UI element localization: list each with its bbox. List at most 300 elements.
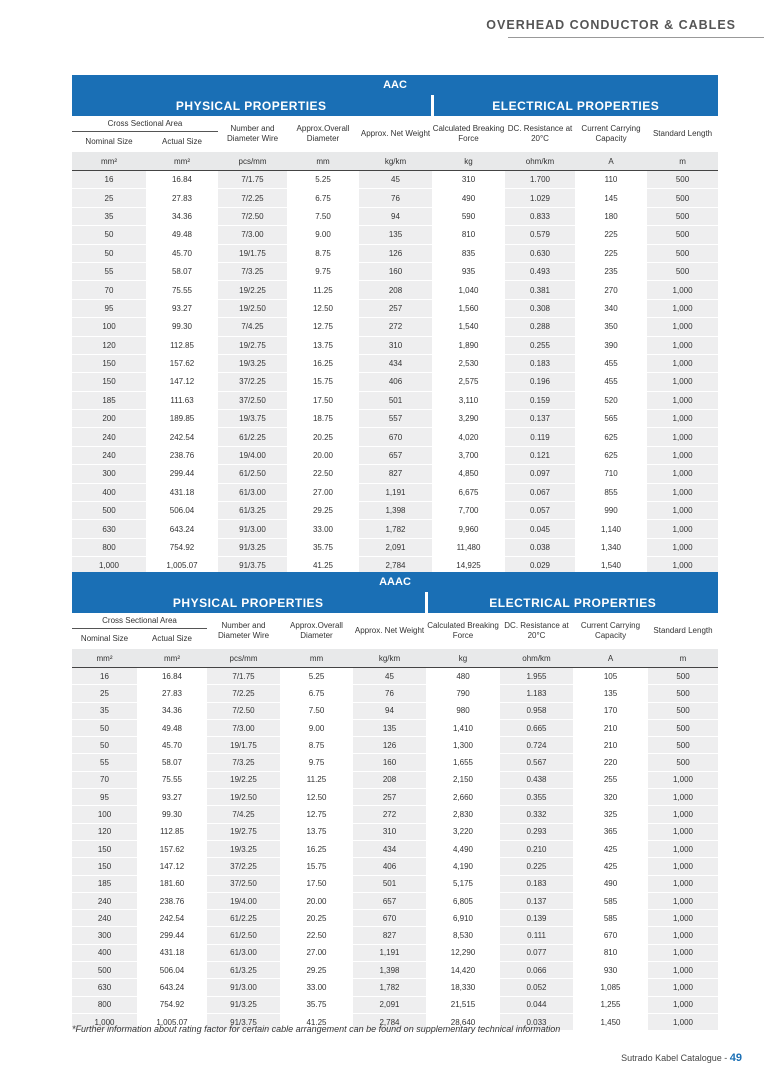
table-cell: 135 [359, 226, 432, 244]
table-cell: 754.92 [137, 996, 207, 1013]
table-cell: 19/3.25 [207, 840, 280, 857]
table-cell: 1,540 [432, 318, 505, 336]
table-cell: 150 [72, 858, 137, 875]
table-row [72, 927, 718, 944]
table-cell: 0.332 [500, 806, 573, 823]
table-cell: 300 [72, 927, 137, 944]
table-cell: 91/3.75 [218, 557, 287, 575]
table-cell: 45.70 [146, 244, 218, 262]
table-cell: 208 [353, 771, 426, 788]
table-cell: 50 [72, 244, 146, 262]
table-cell: 500 [647, 189, 718, 207]
table-cell: 50 [72, 737, 137, 754]
table-cell: 126 [359, 244, 432, 262]
aaac-breaking-force-header: Calculated Breaking Force [427, 621, 499, 640]
table-cell: 0.057 [505, 502, 575, 520]
table-cell: 19/2.75 [207, 823, 280, 840]
table-cell: 980 [426, 702, 500, 719]
table-cell: 501 [353, 875, 426, 892]
table-row [72, 428, 718, 446]
table-cell: 7.50 [280, 702, 353, 719]
table-cell: 1,782 [353, 979, 426, 996]
table-cell: 8,530 [426, 927, 500, 944]
aaac-title: AAAC [72, 572, 718, 592]
table-cell: 9.00 [287, 226, 359, 244]
table-cell: 790 [426, 685, 500, 702]
aac-cross-sectional-area-header: Cross Sectional Area [72, 116, 218, 132]
table-cell: 1,000 [647, 281, 718, 299]
table-cell: 29.25 [287, 502, 359, 520]
table-cell: 1,000 [72, 1013, 137, 1030]
table-cell: 61/2.25 [207, 910, 280, 927]
table-cell: 1,000 [648, 892, 718, 909]
table-cell: 240 [72, 892, 137, 909]
table-cell: 2,784 [353, 1013, 426, 1030]
table-cell: 6,675 [432, 483, 505, 501]
table-cell: 7/2.50 [218, 207, 287, 225]
table-cell: 220 [573, 754, 648, 771]
aaac-units-row [72, 649, 718, 668]
table-cell: 506.04 [137, 962, 207, 979]
table-cell: 35.75 [287, 538, 359, 556]
table-cell: 16 [72, 171, 146, 189]
table-cell: 11,480 [432, 538, 505, 556]
aaac-table [72, 572, 718, 1031]
table-cell: 1,000 [648, 875, 718, 892]
table-cell: 150 [72, 354, 146, 372]
table-cell: 75.55 [137, 771, 207, 788]
table-cell: 500 [648, 754, 718, 771]
table-cell: 425 [573, 840, 648, 857]
table-cell: 2,530 [432, 354, 505, 372]
table-row [72, 483, 718, 501]
table-cell: 1,000 [647, 373, 718, 391]
table-cell: 255 [573, 771, 648, 788]
table-cell: 75.55 [146, 281, 218, 299]
aaac-cross-sectional-area-header: Cross Sectional Area [72, 613, 207, 629]
table-cell: 670 [353, 910, 426, 927]
table-cell: 625 [575, 446, 647, 464]
table-cell: 0.665 [500, 719, 573, 736]
table-cell: 1,000 [648, 823, 718, 840]
table-row [72, 446, 718, 464]
table-cell: 9.75 [280, 754, 353, 771]
table-cell: 0.293 [500, 823, 573, 840]
table-cell: 1,000 [647, 557, 718, 575]
table-cell: 18,330 [426, 979, 500, 996]
table-cell: 1,000 [648, 771, 718, 788]
table-cell: 240 [72, 428, 146, 446]
table-cell: 19/2.50 [218, 299, 287, 317]
table-cell: 657 [359, 446, 432, 464]
table-cell: 50 [72, 226, 146, 244]
table-cell: 1,000 [648, 962, 718, 979]
table-cell: 238.76 [146, 446, 218, 464]
table-cell: 95 [72, 789, 137, 806]
table-cell: 490 [432, 189, 505, 207]
table-cell: 99.30 [146, 318, 218, 336]
table-cell: 500 [648, 737, 718, 754]
table-cell: 34.36 [137, 702, 207, 719]
table-cell: 41.25 [280, 1013, 353, 1030]
table-cell: 1,000 [647, 483, 718, 501]
table-cell: 406 [359, 373, 432, 391]
table-cell: 49.48 [137, 719, 207, 736]
table-cell: 189.85 [146, 410, 218, 428]
table-cell: 33.00 [280, 979, 353, 996]
table-cell: 19/2.25 [207, 771, 280, 788]
table-cell: 1,000 [648, 910, 718, 927]
table-cell: 500 [72, 502, 146, 520]
table-row [72, 875, 718, 892]
table-cell: 1,000 [647, 446, 718, 464]
table-cell: 310 [359, 336, 432, 354]
table-cell: 6.75 [280, 685, 353, 702]
table-cell: 19/4.00 [218, 446, 287, 464]
table-cell: 434 [353, 840, 426, 857]
table-cell: 754.92 [146, 538, 218, 556]
table-cell: 61/2.50 [218, 465, 287, 483]
table-cell: 0.045 [505, 520, 575, 538]
table-cell: 94 [353, 702, 426, 719]
table-cell: 225 [575, 226, 647, 244]
table-cell: 12.75 [280, 806, 353, 823]
table-cell: 490 [573, 875, 648, 892]
table-cell: 670 [573, 927, 648, 944]
table-cell: 0.052 [500, 979, 573, 996]
table-cell: 35 [72, 207, 146, 225]
aaac-current-capacity-header: Current Carrying Capacity [580, 621, 641, 640]
table-cell: 1,191 [353, 944, 426, 961]
table-cell: 5.25 [287, 171, 359, 189]
table-cell: 0.033 [500, 1013, 573, 1030]
table-cell: 630 [72, 520, 146, 538]
table-cell: 29.25 [280, 962, 353, 979]
table-cell: 19/3.75 [218, 410, 287, 428]
table-cell: 500 [647, 226, 718, 244]
table-row [72, 391, 718, 409]
table-cell: 17.50 [280, 875, 353, 892]
table-cell: 310 [353, 823, 426, 840]
unit-cell: ohm/km [500, 649, 573, 668]
table-cell: 70 [72, 281, 146, 299]
table-cell: 0.196 [505, 373, 575, 391]
table-cell: 58.07 [146, 262, 218, 280]
table-cell: 340 [575, 299, 647, 317]
table-cell: 91/3.25 [207, 996, 280, 1013]
table-row [72, 354, 718, 372]
table-cell: 93.27 [146, 299, 218, 317]
table-cell: 0.111 [500, 927, 573, 944]
table-cell: 7/3.25 [218, 262, 287, 280]
catalogue-name: Sutrado Kabel Catalogue [621, 1053, 722, 1063]
page-number: 49 [729, 1052, 742, 1064]
table-cell: 7/2.25 [218, 189, 287, 207]
table-cell: 235 [575, 262, 647, 280]
unit-cell: A [573, 649, 648, 668]
table-cell: 9.00 [280, 719, 353, 736]
table-cell: 7/3.25 [207, 754, 280, 771]
table-cell: 18.75 [287, 410, 359, 428]
unit-cell: m [648, 649, 718, 668]
table-cell: 16.84 [137, 668, 207, 685]
table-cell: 390 [575, 336, 647, 354]
table-cell: 1,398 [353, 962, 426, 979]
table-cell: 34.36 [146, 207, 218, 225]
table-cell: 19/2.50 [207, 789, 280, 806]
table-cell: 657 [353, 892, 426, 909]
table-cell: 238.76 [137, 892, 207, 909]
table-cell: 670 [359, 428, 432, 446]
page-header-title: OVERHEAD CONDUCTOR & CABLES [486, 18, 736, 32]
aac-dc-resistance-header: DC. Resistance at 20°C [507, 124, 573, 143]
unit-cell: mm² [146, 152, 218, 171]
table-cell: 1,000 [647, 354, 718, 372]
table-cell: 91/3.00 [207, 979, 280, 996]
table-cell: 91/3.75 [207, 1013, 280, 1030]
table-cell: 6,910 [426, 910, 500, 927]
table-cell: 50 [72, 719, 137, 736]
table-cell: 1,191 [359, 483, 432, 501]
table-cell: 135 [573, 685, 648, 702]
table-row [72, 502, 718, 520]
table-cell: 1,255 [573, 996, 648, 1013]
aac-standard-length-header: Standard Length [652, 129, 713, 138]
table-row [72, 840, 718, 857]
table-cell: 800 [72, 538, 146, 556]
aaac-overall-diameter-header: Approx.Overall Diameter [290, 621, 343, 640]
table-cell: 11.25 [280, 771, 353, 788]
table-cell: 7/3.00 [207, 719, 280, 736]
table-cell: 12.50 [280, 789, 353, 806]
table-cell: 1,450 [573, 1013, 648, 1030]
table-cell: 585 [573, 892, 648, 909]
table-cell: 2,150 [426, 771, 500, 788]
table-cell: 20.00 [280, 892, 353, 909]
table-cell: 157.62 [146, 354, 218, 372]
table-cell: 9,960 [432, 520, 505, 538]
unit-cell: ohm/km [505, 152, 575, 171]
table-cell: 242.54 [137, 910, 207, 927]
unit-cell: kg [432, 152, 505, 171]
table-row [72, 962, 718, 979]
table-cell: 1,000 [648, 858, 718, 875]
table-cell: 1,000 [648, 944, 718, 961]
aac-breaking-force-header: Calculated Breaking Force [432, 124, 505, 143]
table-cell: 1,000 [647, 538, 718, 556]
table-cell: 7/4.25 [218, 318, 287, 336]
table-cell: 827 [353, 927, 426, 944]
table-cell: 1,000 [648, 979, 718, 996]
unit-cell: pcs/mm [218, 152, 287, 171]
table-cell: 61/3.00 [218, 483, 287, 501]
table-cell: 480 [426, 668, 500, 685]
table-cell: 810 [432, 226, 505, 244]
table-cell: 61/3.25 [218, 502, 287, 520]
table-cell: 15.75 [287, 373, 359, 391]
table-cell: 45 [353, 668, 426, 685]
table-cell: 1,000 [647, 410, 718, 428]
table-cell: 111.63 [146, 391, 218, 409]
table-cell: 0.119 [505, 428, 575, 446]
table-cell: 0.121 [505, 446, 575, 464]
table-cell: 35.75 [280, 996, 353, 1013]
table-cell: 45 [359, 171, 432, 189]
table-cell: 7/3.00 [218, 226, 287, 244]
aac-title: AAC [72, 75, 718, 95]
table-cell: 19/2.25 [218, 281, 287, 299]
footnote: *Further information about rating factor for certain cable arrangement can be found on supplementary technical information [72, 1024, 561, 1034]
table-cell: 33.00 [287, 520, 359, 538]
table-cell: 16.84 [146, 171, 218, 189]
table-cell: 1,655 [426, 754, 500, 771]
table-cell: 500 [72, 962, 137, 979]
table-cell: 310 [432, 171, 505, 189]
table-cell: 0.288 [505, 318, 575, 336]
table-cell: 55 [72, 754, 137, 771]
unit-cell: mm² [137, 649, 207, 668]
table-cell: 0.137 [505, 410, 575, 428]
aaac-actual-size-header: Actual Size [151, 634, 193, 643]
table-cell: 0.355 [500, 789, 573, 806]
table-cell: 0.958 [500, 702, 573, 719]
table-cell: 520 [575, 391, 647, 409]
table-cell: 1,000 [72, 557, 146, 575]
table-cell: 500 [647, 262, 718, 280]
table-cell: 16 [72, 668, 137, 685]
table-cell: 1,005.07 [137, 1013, 207, 1030]
table-cell: 7/4.25 [207, 806, 280, 823]
table-cell: 110 [575, 171, 647, 189]
table-cell: 9.75 [287, 262, 359, 280]
table-cell: 28,640 [426, 1013, 500, 1030]
unit-cell: m [647, 152, 718, 171]
table-cell: 500 [647, 244, 718, 262]
table-cell: 93.27 [137, 789, 207, 806]
table-cell: 5.25 [280, 668, 353, 685]
table-row [72, 373, 718, 391]
table-cell: 185 [72, 875, 137, 892]
table-cell: 1,040 [432, 281, 505, 299]
table-cell: 455 [575, 354, 647, 372]
table-cell: 14,925 [432, 557, 505, 575]
aac-actual-size-header: Actual Size [161, 137, 203, 146]
table-cell: 208 [359, 281, 432, 299]
table-cell: 225 [575, 244, 647, 262]
table-cell: 810 [573, 944, 648, 961]
table-cell: 299.44 [146, 465, 218, 483]
table-cell: 76 [353, 685, 426, 702]
table-cell: 99.30 [137, 806, 207, 823]
table-cell: 13.75 [287, 336, 359, 354]
table-cell: 1,540 [575, 557, 647, 575]
table-cell: 16.25 [287, 354, 359, 372]
table-cell: 557 [359, 410, 432, 428]
table-cell: 0.833 [505, 207, 575, 225]
table-row [72, 189, 718, 207]
table-cell: 990 [575, 502, 647, 520]
table-row [72, 538, 718, 556]
table-cell: 0.038 [505, 538, 575, 556]
table-row [72, 737, 718, 754]
table-row [72, 685, 718, 702]
table-cell: 835 [432, 244, 505, 262]
table-cell: 2,575 [432, 373, 505, 391]
table-cell: 643.24 [137, 979, 207, 996]
table-cell: 2,091 [353, 996, 426, 1013]
table-cell: 1,000 [648, 840, 718, 857]
table-cell: 1,410 [426, 719, 500, 736]
table-row [72, 410, 718, 428]
table-row [72, 171, 718, 189]
table-cell: 1,398 [359, 502, 432, 520]
table-cell: 625 [575, 428, 647, 446]
table-cell: 2,784 [359, 557, 432, 575]
table-cell: 2,091 [359, 538, 432, 556]
table-row [72, 719, 718, 736]
table-cell: 935 [432, 262, 505, 280]
table-cell: 105 [573, 668, 648, 685]
table-cell: 257 [353, 789, 426, 806]
table-cell: 0.630 [505, 244, 575, 262]
table-cell: 0.029 [505, 557, 575, 575]
table-cell: 12.50 [287, 299, 359, 317]
table-cell: 1,300 [426, 737, 500, 754]
aac-units-row [72, 152, 718, 171]
table-row [72, 996, 718, 1013]
table-cell: 1,000 [647, 465, 718, 483]
table-cell: 500 [647, 171, 718, 189]
table-cell: 1,000 [648, 806, 718, 823]
table-cell: 431.18 [146, 483, 218, 501]
table-cell: 0.255 [505, 336, 575, 354]
table-cell: 120 [72, 823, 137, 840]
table-cell: 1,000 [647, 318, 718, 336]
table-row [72, 668, 718, 685]
table-cell: 425 [573, 858, 648, 875]
table-cell: 170 [573, 702, 648, 719]
table-row [72, 771, 718, 788]
table-cell: 6,805 [426, 892, 500, 909]
table-cell: 0.183 [500, 875, 573, 892]
aac-number-diameter-header: Number and Diameter Wire [226, 124, 279, 143]
table-row [72, 318, 718, 336]
table-cell: 1,890 [432, 336, 505, 354]
table-cell: 19/1.75 [207, 737, 280, 754]
unit-cell: mm² [72, 152, 146, 171]
table-cell: 365 [573, 823, 648, 840]
table-row [72, 754, 718, 771]
table-cell: 3,220 [426, 823, 500, 840]
table-row [72, 262, 718, 280]
table-row [72, 336, 718, 354]
aaac-nominal-size-header: Nominal Size [80, 634, 129, 643]
table-cell: 1,000 [648, 1013, 718, 1030]
table-cell: 27.00 [287, 483, 359, 501]
table-cell: 406 [353, 858, 426, 875]
table-cell: 37/2.50 [207, 875, 280, 892]
table-cell: 120 [72, 336, 146, 354]
table-cell: 100 [72, 318, 146, 336]
table-cell: 272 [353, 806, 426, 823]
table-cell: 37/2.25 [207, 858, 280, 875]
table-cell: 61/3.25 [207, 962, 280, 979]
table-cell: 3,700 [432, 446, 505, 464]
table-row [72, 806, 718, 823]
table-cell: 19/1.75 [218, 244, 287, 262]
header-divider [508, 37, 764, 38]
table-cell: 27.00 [280, 944, 353, 961]
